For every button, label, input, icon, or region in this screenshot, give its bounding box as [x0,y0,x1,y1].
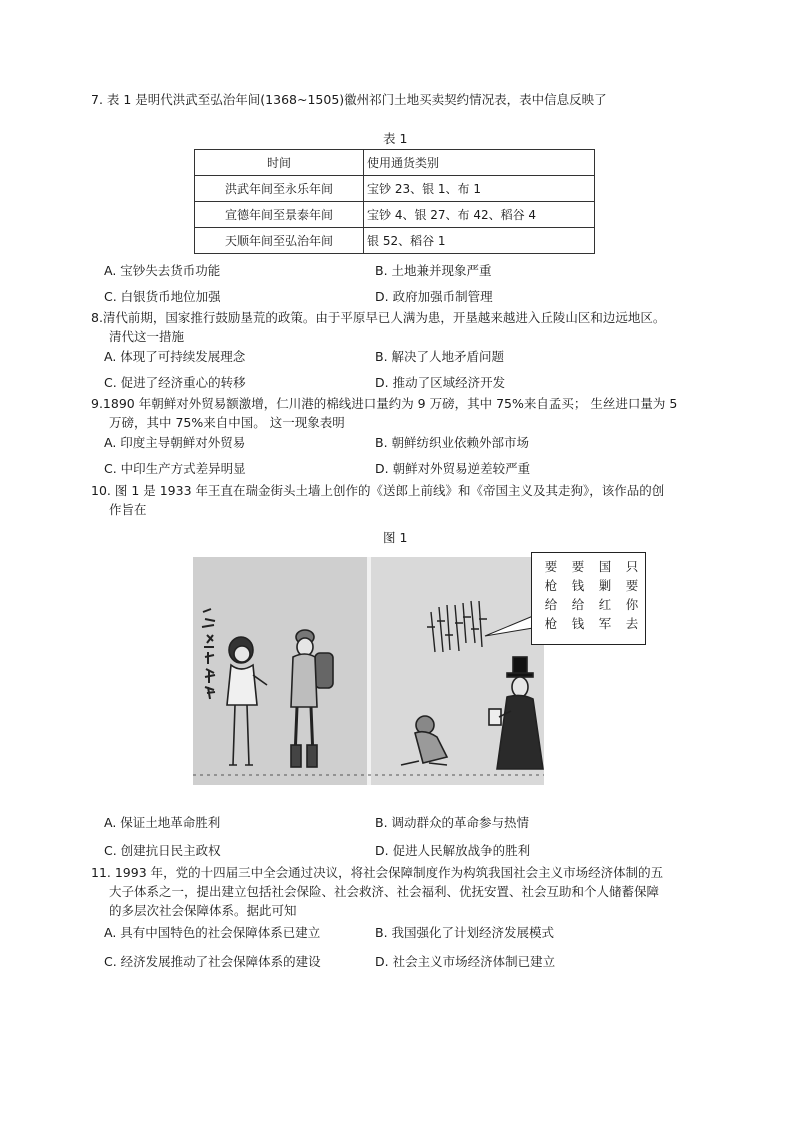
q7-option-d[interactable]: D. 政府加强币制管理 [375,289,493,304]
mural-illustration [193,557,544,785]
q10-stem-line2: 作旨在 [109,502,147,517]
q11-option-d[interactable]: D. 社会主义市场经济体制已建立 [375,954,556,969]
q9-stem-line1: 9.1890 年朝鲜对外贸易额激增，仁川港的棉线进口量约为 9 万磅，其中 75%来自孟买； 生丝进口量为 5 [91,396,678,411]
q10-option-d[interactable]: D. 促进人民解放战争的胜利 [375,843,531,858]
q11-stem-line1: 11. 1993 年，党的十四届三中全会通过决议，将社会保障制度作为构筑我国社会主义市场经济体制的五 [91,865,664,880]
table-cell: 宝钞 23、银 1、布 1 [364,176,595,202]
table-cell: 宝钞 4、银 27、布 42、稻谷 4 [364,202,595,228]
q8-option-d[interactable]: D. 推动了区域经济开发 [375,375,506,390]
q10-option-c[interactable]: C. 创建抗日民主政权 [104,843,221,858]
q11-option-c[interactable]: C. 经济发展推动了社会保障体系的建设 [104,954,321,969]
q9-stem-line2: 万磅，其中 75%来自中国。 这一现象表明 [109,415,345,430]
q8-stem-line1: 8.清代前期，国家推行鼓励垦荒的政策。由于平原早已人满为患，开垦越来越进入丘陵山区和边远地区。 [91,310,666,325]
q9-option-d[interactable]: D. 朝鲜对外贸易逆差较严重 [375,461,531,476]
q11-stem-line2: 大子体系之一，提出建立包括社会保险、社会救济、社会福利、优抚安置、社会互助和个人储蓄保障 [109,884,660,899]
q10-option-a[interactable]: A. 保证土地革命胜利 [104,815,221,830]
q11-option-a[interactable]: A. 具有中国特色的社会保障体系已建立 [104,925,321,940]
table-cell: 洪武年间至永乐年间 [195,176,364,202]
table-row [195,176,595,202]
q10-option-b[interactable]: B. 调动群众的革命参与热情 [375,815,530,830]
q8-stem-line2: 清代这一措施 [109,329,185,344]
q9-option-b[interactable]: B. 朝鲜纺织业依赖外部市场 [375,435,530,450]
speech-bubble-tail [483,602,535,642]
table-header-cell: 时间 [195,150,364,176]
table-row [195,202,595,228]
table-row [195,228,595,254]
bubble-column: 要枪给枪 [544,559,558,631]
bubble-column: 要钱给钱 [571,559,585,631]
table-header-cell: 使用通货类别 [364,150,595,176]
table-cell: 宣德年间至景泰年间 [195,202,364,228]
mural-photo [193,557,544,785]
table-header-row [195,150,595,176]
table-caption: 表 1 [383,131,408,146]
contract-table [194,149,595,254]
figure-1 [193,552,645,785]
q7-option-a[interactable]: A. 宝钞失去货币功能 [104,263,221,278]
q7-option-c[interactable]: C. 白银货币地位加强 [104,289,221,304]
figure-caption: 图 1 [383,530,408,545]
q8-option-b[interactable]: B. 解决了人地矛盾问题 [375,349,505,364]
table-cell: 银 52、稻谷 1 [364,228,595,254]
q7-option-b[interactable]: B. 土地兼并现象严重 [375,263,492,278]
speech-bubble [531,552,646,645]
q8-option-a[interactable]: A. 体现了可持续发展理念 [104,349,246,364]
q11-stem-line3: 的多层次社会保障体系。据此可知 [109,903,297,918]
q7-stem: 7. 表 1 是明代洪武至弘治年间(1368~1505)徽州祁门土地买卖契约情况表，表中信息反映了 [91,92,607,107]
table-cell: 天顺年间至弘治年间 [195,228,364,254]
q10-stem-line1: 10. 图 1 是 1933 年王直在瑞金街头土墙上创作的《送郎上前线》和《帝国主义及其走狗》，该作品的创 [91,483,665,498]
bubble-column: 国剿红军 [598,559,612,631]
q9-option-c[interactable]: C. 中印生产方式差异明显 [104,461,246,476]
q8-option-c[interactable]: C. 促进了经济重心的转移 [104,375,246,390]
bubble-column: 只要你去 [625,559,639,631]
q11-option-b[interactable]: B. 我国强化了计划经济发展模式 [375,925,555,940]
q9-option-a[interactable]: A. 印度主导朝鲜对外贸易 [104,435,246,450]
